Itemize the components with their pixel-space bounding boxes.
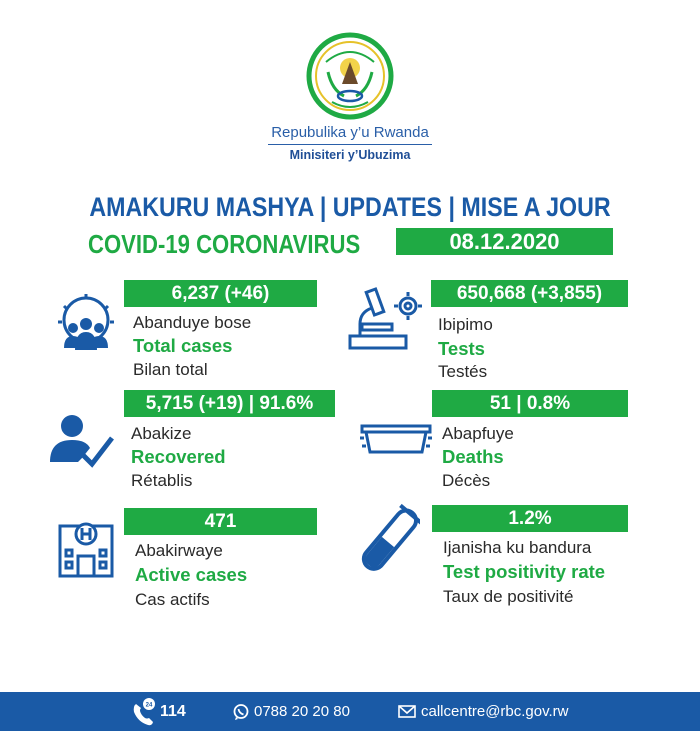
subtitle: COVID-19 CORONAVIRUS <box>88 229 361 259</box>
hospital-icon <box>56 512 116 578</box>
whatsapp-icon <box>233 692 249 731</box>
email-link[interactable]: callcentre@rbc.gov.rw <box>421 703 569 720</box>
tests-rw: Ibipimo <box>438 315 493 334</box>
total-cases-en: Total cases <box>133 335 233 356</box>
tests-fr: Testés <box>438 362 488 381</box>
total-cases-rw: Abanduye bose <box>133 313 252 332</box>
deaths-value: 51 | 0.8% <box>432 390 628 417</box>
recovered-en: Recovered <box>131 446 226 467</box>
svg-text:24: 24 <box>145 702 153 709</box>
positivity-fr: Taux de positivité <box>443 587 574 606</box>
coffin-icon <box>358 418 434 458</box>
footer-bar <box>0 692 700 731</box>
positivity-value: 1.2% <box>432 505 628 532</box>
ministry-name: Minisiteri y’Ubuzima <box>289 148 411 162</box>
tests-value: 650,668 (+3,855) <box>431 280 628 307</box>
phone-24-icon <box>130 692 156 731</box>
person-check-icon <box>48 414 114 468</box>
whatsapp-number[interactable]: 0788 20 20 80 <box>254 703 350 720</box>
recovered-fr: Rétablis <box>131 471 193 490</box>
total-cases-value: 6,237 (+46) <box>124 280 317 307</box>
total-cases-fr: Bilan total <box>133 360 208 379</box>
date-badge: 08.12.2020 <box>396 228 613 255</box>
recovered-rw: Abakize <box>131 424 192 443</box>
positivity-rw: Ijanisha ku bandura <box>443 538 592 557</box>
active-cases-en: Active cases <box>135 564 248 585</box>
tests-en: Tests <box>438 338 485 359</box>
active-cases-fr: Cas actifs <box>135 590 210 609</box>
active-cases-rw: Abakirwaye <box>135 541 223 560</box>
deaths-rw: Abapfuye <box>442 424 514 443</box>
rwanda-coat-of-arms-seal <box>306 32 394 120</box>
hotline-number[interactable]: 114 <box>160 703 186 720</box>
republic-name: Repubulika y’u Rwanda <box>271 124 429 141</box>
people-virus-icon <box>56 292 116 352</box>
microscope-icon <box>346 284 426 352</box>
test-tube-icon <box>356 502 420 582</box>
deaths-en: Deaths <box>442 446 504 467</box>
mail-icon <box>398 692 416 731</box>
headline: AMAKURU MASHYA | UPDATES | MISE A JOUR <box>89 192 611 222</box>
recovered-value: 5,715 (+19) | 91.6% <box>124 390 335 417</box>
deaths-fr: Décès <box>442 471 491 490</box>
active-cases-value: 471 <box>124 508 317 535</box>
positivity-en: Test positivity rate <box>443 561 606 582</box>
divider <box>268 144 432 145</box>
